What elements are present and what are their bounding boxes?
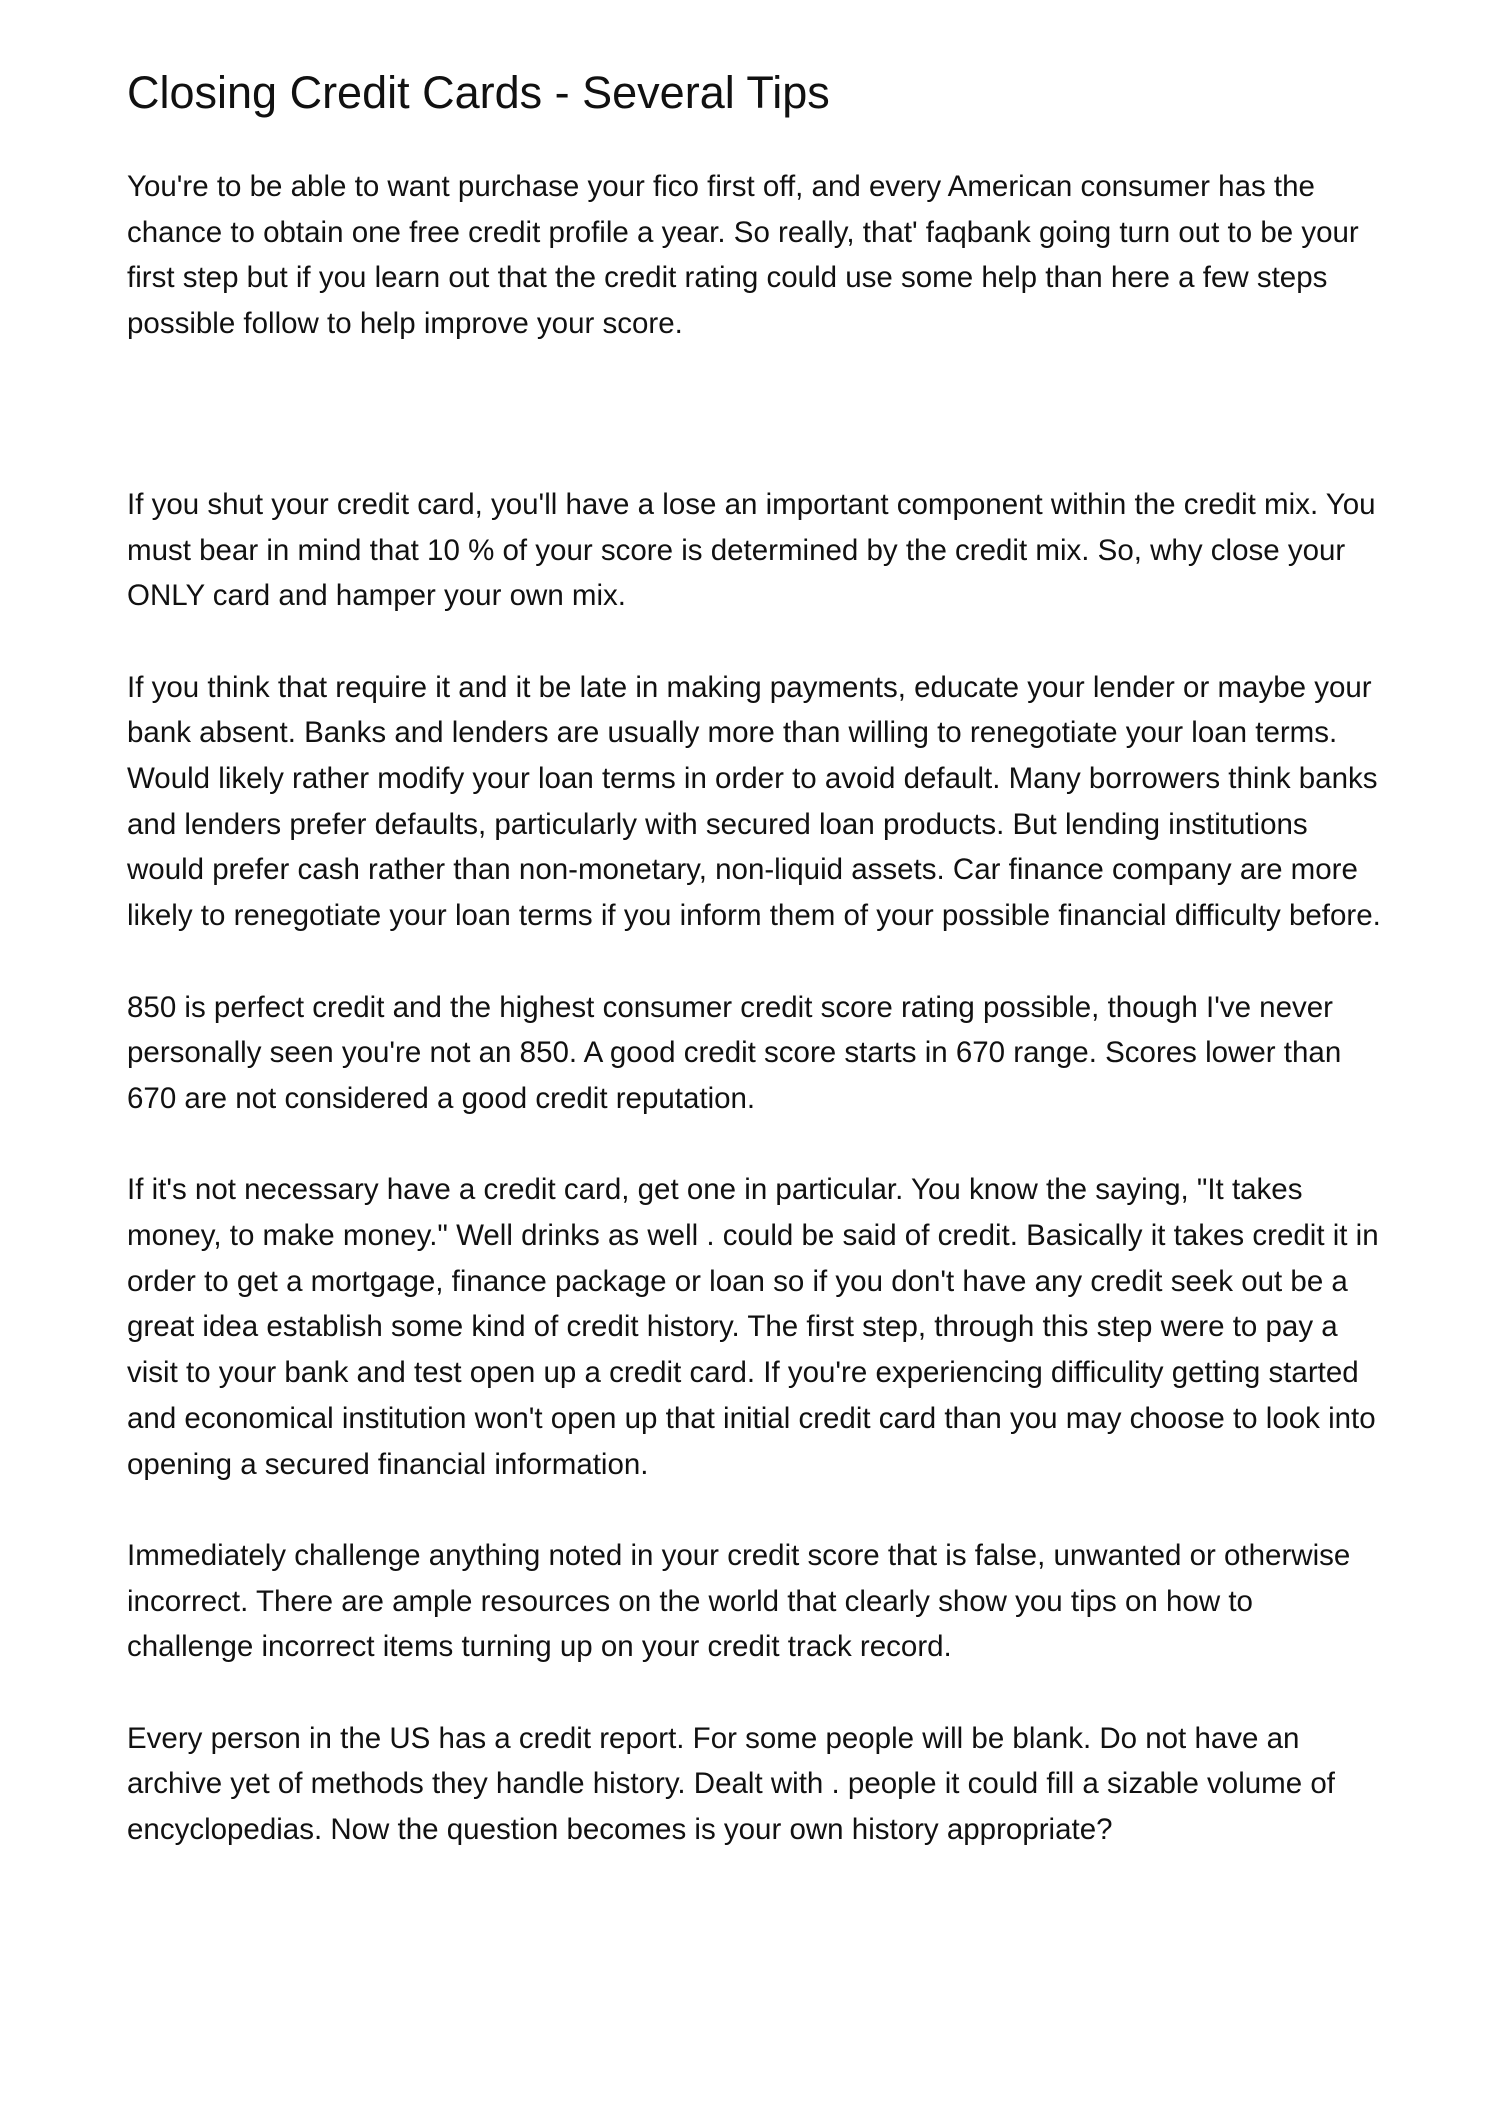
paragraph-get-card: If it's not necessary have a credit card, get one in particular. You know the saying, "It takes money, to make money." Well drinks as well . could be said of credit. Basically it takes credit it in order to get a mortgage, finance package or loan so if you don't have any credit seek out be a great idea establish some kind of credit history. The first step, through this step were to pay a visit to your bank and test open up a credit card. If you're experiencing difficulity getting started and economical institution won't open up that initial credit card than you may choose to look into opening a secured financial information.: [127, 1173, 1379, 1481]
paragraph-score-range: 850 is perfect credit and the highest consumer credit score rating possible, though I've never personally seen you're not an 850. A good credit score starts in 670 range. Scores lower than 670 are not considered a good credit reputation.: [127, 990, 1342, 1115]
document-page: [127, 60, 1387, 1853]
paragraph-credit-report: Every person in the US has a credit report. For some people will be blank. Do not have an archive yet of methods they handle history. Dealt with . people it could fill a sizable volume of encyclopedias. Now the question becomes is your own history appropriate?: [127, 1721, 1335, 1847]
paragraph-late-payments: If you think that require it and it be late in making payments, educate your lender or maybe your bank absent. Banks and lenders are usually more than willing to renegotiate your loan terms. Would likely rather modify your loan terms in order to avoid default. Many borrowers think banks and lenders prefer defaults, particularly with secured loan products. But lending institutions would prefer cash rather than non-monetary, non-liquid assets. Car finance company are more likely to renegotiate your loan terms if you inform them of your possible financial difficulty before.: [127, 670, 1381, 933]
document-title: Closing Credit Cards - Several Tips: [127, 67, 830, 118]
paragraph-challenge-errors: Immediately challenge anything noted in your credit score that is false, unwanted or otherwise incorrect. There are ample resources on the world that clearly show you tips on how to challenge incorrect items turning up on your credit track record.: [127, 1538, 1351, 1664]
paragraph-credit-mix: If you shut your credit card, you'll have a lose an important component within the credit mix. You must bear in mind that 10 % of your score is determined by the credit mix. So, why close your ONLY card and hamper your own mix.: [127, 487, 1376, 613]
paragraph-intro: You're to be able to want purchase your fico first off, and every American consumer has the chance to obtain one free credit profile a year. So really, that' faqbank going turn out to be your first step but if you learn out that the credit rating could use some help than here a few steps possible follow to help improve your score.: [127, 170, 1359, 341]
